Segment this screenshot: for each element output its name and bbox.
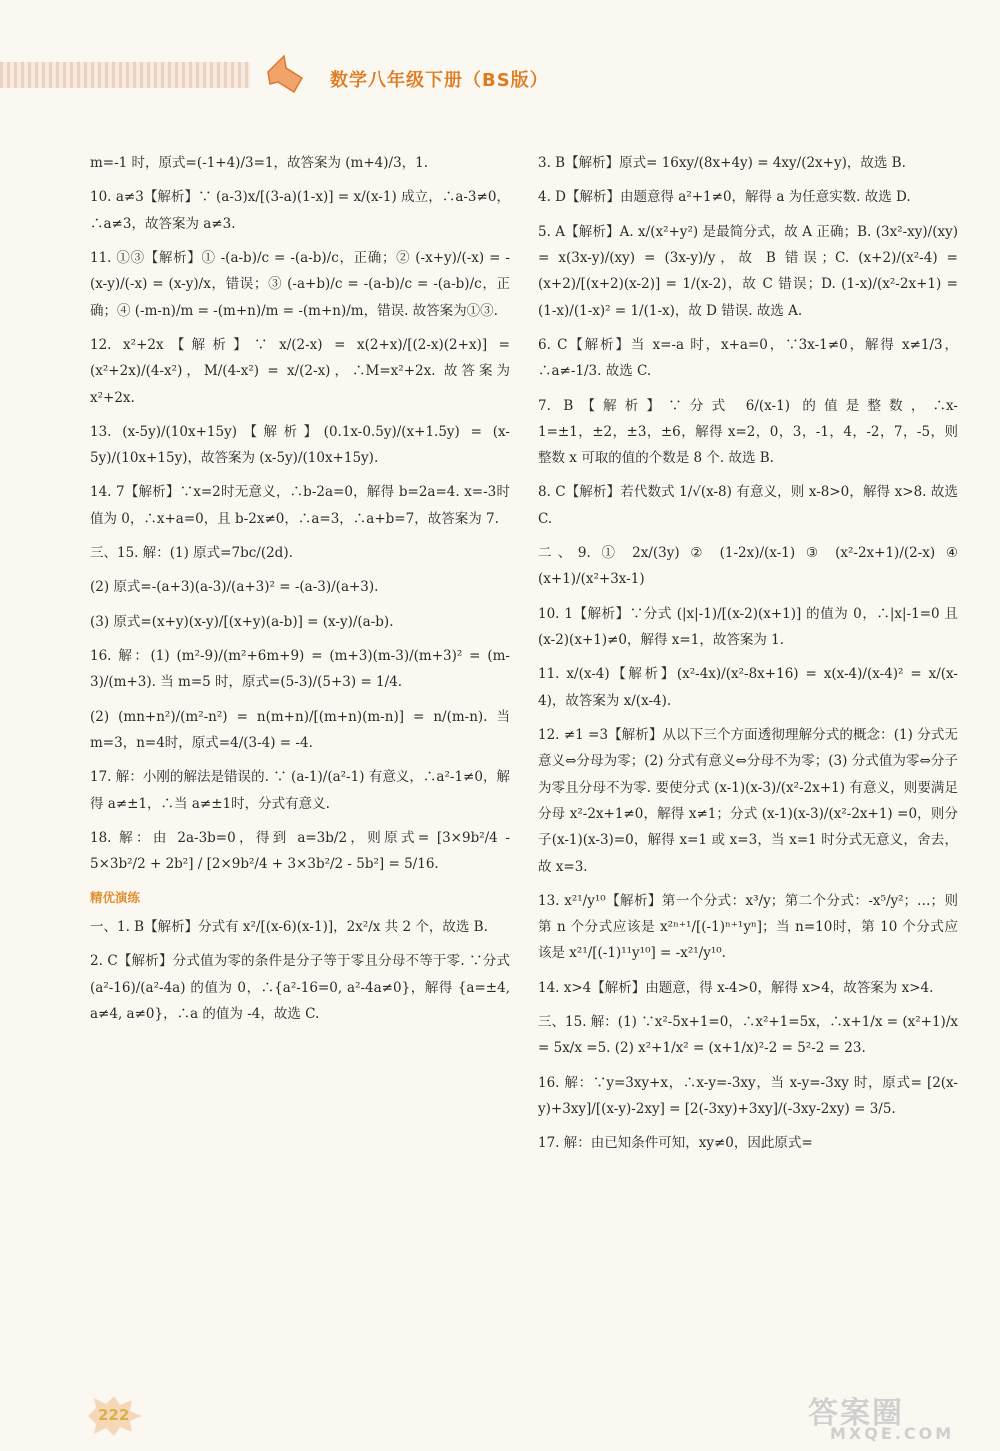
answer-text: 14. x>4【解析】由题意，得 x-4>0，解得 x>4，故答案为 x>4. <box>538 979 934 996</box>
answer-text: 10. a≠3【解析】∵ (a-3)x/[(3-a)(1-x)] = x/(x-1) 成立，∴a-3≠0，∴a≠3，故答案为 a≠3. <box>90 189 510 232</box>
answer-text: 10. 1【解析】∵分式 (|x|-1)/[(x-2)(x+1)] 的值为 0，∴|x|-1=0 且(x-2)(x+1)≠0，解得 x=1，故答案为 1. <box>538 605 958 648</box>
answer-text: 2. C【解析】分式值为零的条件是分子等于零且分母不等于零. ∵分式 (a²-16)/(a²-4a) 的值为 0，∴{a²-16=0, a²-4a≠0}，解得 {a=±4, a≠4, a≠0}，∴a 的值为 -4，故选 C. <box>90 953 510 1022</box>
answer-text: (2) (mn+n²)/(m²-n²) = n(m+n)/[(m+n)(m-n)] = n/(m-n). 当 m=3，n=4时，原式=4/(3-4) = -4. <box>90 708 510 751</box>
answer-text: 11. ①③【解析】① -(a-b)/c = -(a-b)/c，正确；② (-x+y)/(-x) = -(x-y)/(-x) = (x-y)/x，错误；③ (-a+b)/c = -(a-b)/c = -(a-b)/c，正确；④ (-m-n)/m = -(m+n)/m = -(m+n)/m，错误. 故答案为①③. <box>90 249 510 319</box>
arrow-icon <box>262 52 308 98</box>
answer-text: 13. (x-5y)/(10x+15y)【解析】(0.1x-0.5y)/(x+1.5y) = (x-5y)/(10x+15y)，故答案为 (x-5y)/(10x+15y). <box>90 423 510 467</box>
page-header <box>0 0 1000 110</box>
left-column <box>90 150 510 1035</box>
page-number: 222 <box>98 1406 130 1424</box>
answer-text: 17. 解：由已知条件可知，xy≠0，因此原式= <box>538 1135 813 1152</box>
answer-text: 一、1. B【解析】分式有 x²/[(x-6)(x-1)]，2x²/x 共 2 个，故选 B. <box>90 918 488 935</box>
watermark-logo <box>800 1388 980 1444</box>
section-heading: 精优演练 <box>90 889 141 905</box>
answer-text: 14. 7【解析】∵x=2时无意义，∴b-2a=0，解得 b=2a=4. x=-3时值为 0，∴x+a=0，且 b-2x≠0，∴a=3，∴a+b=7，故答案为 7. <box>90 484 510 527</box>
answer-text: 16. 解：∵y=3xy+x，∴x-y=-3xy，当 x-y=-3xy 时，原式= [2(x-y)+3xy]/[(x-y)-2xy] = [2(-3xy)+3xy]/(-3xy-2xy) = 3/5. <box>538 1074 958 1117</box>
answer-text: 13. x²¹/y¹⁰【解析】第一个分式：x³/y；第二个分式：-x⁵/y²；…；则第 n 个分式应该是 x²ⁿ⁺¹/[(-1)ⁿ⁺¹yⁿ]；当 n=10时，第 10 个分式应该是 x²¹/[(-1)¹¹y¹⁰] = -x²¹/y¹⁰. <box>538 892 958 962</box>
answer-text: 8. C【解析】若代数式 1/√(x-8) 有意义，则 x-8>0，解得 x>8. 故选 C. <box>538 484 958 527</box>
answer-text: 三、15. 解：(1) ∵x²-5x+1=0，∴x²+1=5x，∴x+1/x = (x²+1)/x = 5x/x =5. (2) x²+1/x² = (x+1/x)²-2 = 5²-2 = 23. <box>538 1014 958 1057</box>
header-decoration-stripe <box>0 62 250 88</box>
answer-text: 12. ≠1 =3【解析】从以下三个方面透彻理解分式的概念：(1) 分式无意义⇔分母为零；(2) 分式有意义⇔分母不为零；(3) 分式值为零⇔分子为零且分母不为零. 要使分式 (x-1)(x-3)/(x²-2x+1) 有意义，则要满足分母 x²-2x+1≠0，解得 x≠1；分式 (x-1)(x-3)/(x²-2x+1) =0，则分子(x-1)(x-3)=0，解得 x=1 或 x=3，当 x=1 时分式无意义，舍去，故 x=3. <box>538 726 958 875</box>
watermark-en: MXQE.COM <box>830 1424 955 1443</box>
answer-text: 三、15. 解：(1) 原式=7bc/(2d). <box>90 545 293 562</box>
watermark-cn: 答案圈 <box>808 1396 904 1431</box>
answer-text: 7. B【解析】∵分式 6/(x-1) 的值是整数，∴x-1=±1，±2，±3，±6，解得 x=2，0，3，-1，4，-2，7，-5，则整数 x 可取的值的个数是 8 个. 故选 B. <box>538 397 958 467</box>
answer-text: m=-1 时，原式=(-1+4)/3=1，故答案为 (m+4)/3，1. <box>90 155 429 171</box>
answer-text: (2) 原式=-(a+3)(a-3)/(a+3)² = -(a-3)/(a+3). <box>90 579 379 596</box>
book-title: 数学八年级下册（BS版） <box>330 70 549 91</box>
right-column <box>538 150 958 1165</box>
answer-text: 4. D【解析】由题意得 a²+1≠0，解得 a 为任意实数. 故选 D. <box>538 189 911 206</box>
page-number-badge <box>82 1396 146 1436</box>
answer-text: 6. C【解析】当 x=-a 时，x+a=0，∵3x-1≠0，解得 x≠1/3，∴a≠-1/3. 故选 C. <box>538 336 958 380</box>
answer-text: (3) 原式=(x+y)(x-y)/[(x+y)(a-b)] = (x-y)/(a-b). <box>90 613 394 630</box>
answer-text: 5. A【解析】A. x/(x²+y²) 是最简分式，故 A 正确；B. (3x²-xy)/(xy) = x(3x-y)/(xy) = (3x-y)/y，故 B 错误；C. (x+2)/(x²-4) = (x+2)/[(x+2)(x-2)] = 1/(x-2)，故 C 错误；D. (1-x)/(x²-2x+1) = (1-x)/(1-x)² = 1/(1-x)，故 D 错误. 故选 A. <box>538 223 958 319</box>
answer-text: 17. 解：小刚的解法是错误的. ∵ (a-1)/(a²-1) 有意义，∴a²-1≠0，解得 a≠±1，∴当 a≠±1时，分式有意义. <box>90 769 510 812</box>
answer-text: 二、9. ① 2x/(3y) ② (1-2x)/(x-1) ③ (x²-2x+1)/(2-x) ④ (x+1)/(x²+3x-1) <box>538 545 958 588</box>
answer-text: 12. x²+2x【解析】∵ x/(2-x) = x(2+x)/[(2-x)(2+x)] = (x²+2x)/(4-x²)，M/(4-x²) = x/(2-x)，∴M=x²+2x. 故答案为 x²+2x. <box>90 336 510 406</box>
answer-text: 16. 解：(1) (m²-9)/(m²+6m+9) = (m+3)(m-3)/(m+3)² = (m-3)/(m+3). 当 m=5 时，原式=(5-3)/(5+3) = 1/4. <box>90 648 510 691</box>
answer-text: 3. B【解析】原式= 16xy/(8x+4y) = 4xy/(2x+y)，故选 B. <box>538 155 906 171</box>
answer-text: 18. 解：由 2a-3b=0，得到 a=3b/2，则原式= [3×9b²/4 - 5×3b²/2 + 2b²] / [2×9b²/4 + 3×3b²/2 - 5b²] = 5/16. <box>90 829 510 873</box>
answer-text: 11. x/(x-4)【解析】(x²-4x)/(x²-8x+16) = x(x-4)/(x-4)² = x/(x-4)，故答案为 x/(x-4). <box>538 666 958 709</box>
